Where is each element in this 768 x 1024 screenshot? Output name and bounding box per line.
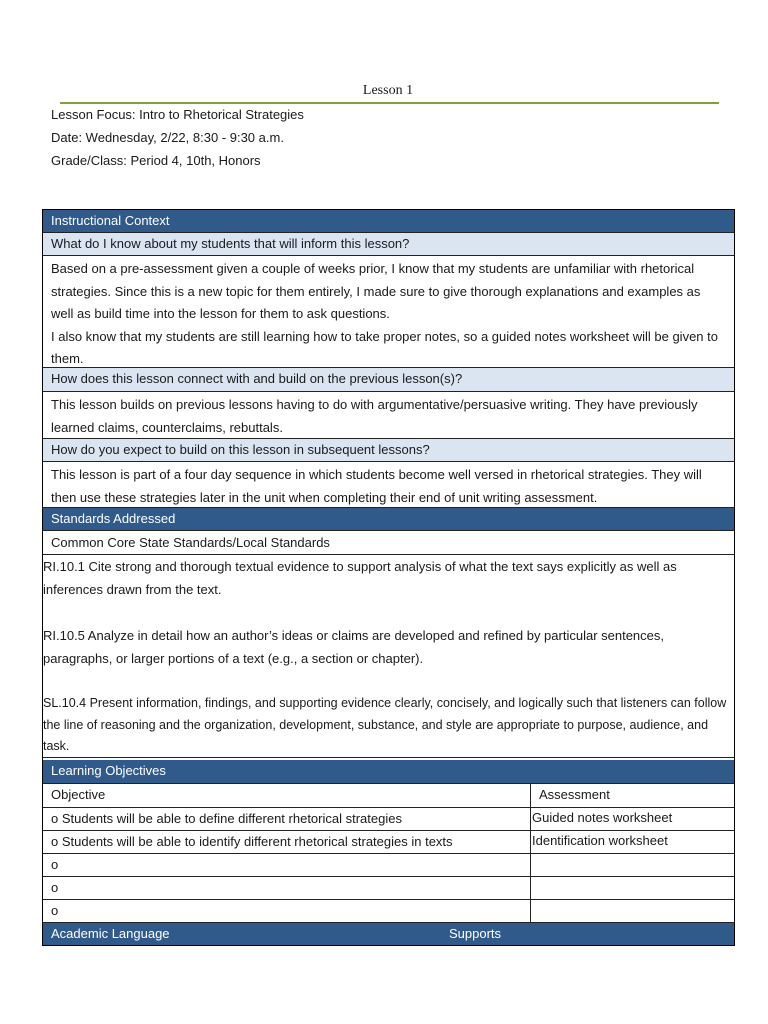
answer-paragraph: This lesson builds on previous lessons having to do with argumentative/persuasive writing. They have previously learned claims, counterclaims, rebuttals. — [51, 397, 698, 435]
standard-ri-10-5: RI.10.5 Analyze in detail how an author’s ideas or claims are developed and refined by particular sentences, paragraphs, or larger portions of a text (e.g., a section or chapter). — [43, 628, 665, 666]
instructional-context-header — [43, 210, 734, 233]
objective-text: o Students will be able to define different rhetorical strategies — [43, 808, 531, 830]
lesson-plan-table — [42, 209, 735, 946]
standard-ri-10-1: RI.10.1 Cite strong and thorough textual evidence to support analysis of what the text says explicitly as well as inferences drawn from the text. — [43, 559, 677, 597]
lesson-focus: Lesson Focus: Intro to Rhetorical Strategies — [51, 107, 304, 122]
standards-subheader — [43, 531, 734, 555]
objective-text: o — [43, 854, 531, 876]
question-text: How does this lesson connect with and build on the previous lesson(s)? — [51, 371, 463, 386]
objectives-column-headers — [43, 784, 734, 808]
assessment-text: Identification worksheet — [532, 833, 668, 848]
academic-language-header — [43, 923, 734, 945]
objective-row — [43, 831, 734, 854]
assessment-text — [531, 877, 734, 899]
assessment-text — [531, 900, 734, 922]
lesson-title: Lesson 1 — [362, 83, 414, 98]
question-students — [43, 233, 734, 256]
answer-subsequent — [43, 462, 734, 508]
answer-students — [43, 256, 734, 368]
objective-column-header: Objective — [43, 784, 531, 807]
question-connection — [43, 368, 734, 392]
question-text: How do you expect to build on this lesson in subsequent lessons? — [51, 442, 430, 457]
answer-paragraph: I also know that my students are still learning how to take proper notes, so a guided notes worksheet will be given to them. — [51, 328, 718, 366]
assessment-text: Guided notes worksheet — [532, 810, 673, 825]
objective-text: o — [43, 900, 531, 922]
objective-row — [43, 854, 734, 877]
lesson-grade: Grade/Class: Period 4, 10th, Honors — [51, 153, 261, 168]
title-underline — [60, 102, 719, 104]
section-title: Academic Language — [51, 926, 170, 941]
objective-row — [43, 877, 734, 900]
objective-text: o Students will be able to identify different rhetorical strategies in texts — [43, 831, 531, 853]
section-title: Instructional Context — [51, 213, 170, 228]
question-subsequent — [43, 439, 734, 462]
question-text: What do I know about my students that will inform this lesson? — [51, 236, 410, 251]
section-title: Learning Objectives — [51, 763, 166, 778]
answer-paragraph: This lesson is part of a four day sequence in which students become well versed in rhetorical strategies. They will then use these strategies later in the unit when completing their end of unit writing assessment. — [51, 467, 702, 505]
standard-sl-10-4: SL.10.4 Present information, findings, and supporting evidence clearly, concisely, and logically such that listeners can follow the line of reasoning and the organization, development, substance, and style are appropriate to purpose, audience, and task. — [43, 696, 727, 753]
objective-row — [43, 900, 734, 923]
lesson-date: Date: Wednesday, 2/22, 8:30 - 9:30 a.m. — [51, 130, 284, 145]
learning-objectives-header — [43, 760, 734, 784]
standards-list — [43, 555, 734, 758]
standards-header — [43, 508, 734, 531]
assessment-text — [531, 854, 734, 876]
objective-row — [43, 808, 734, 831]
supports-column-header: Supports — [449, 926, 502, 941]
answer-connection — [43, 392, 734, 439]
answer-paragraph: Based on a pre-assessment given a couple of weeks prior, I know that my students are unfamiliar with rhetorical strategies. Since this is a new topic for them entirely, I made sure to give thorough explanations and examples as well as build time into the lesson for them to ask questions. — [51, 261, 701, 321]
section-title: Standards Addressed — [51, 511, 176, 526]
subheader-text: Common Core State Standards/Local Standards — [51, 535, 330, 550]
assessment-column-header: Assessment — [539, 787, 610, 802]
objective-text: o — [43, 877, 531, 899]
